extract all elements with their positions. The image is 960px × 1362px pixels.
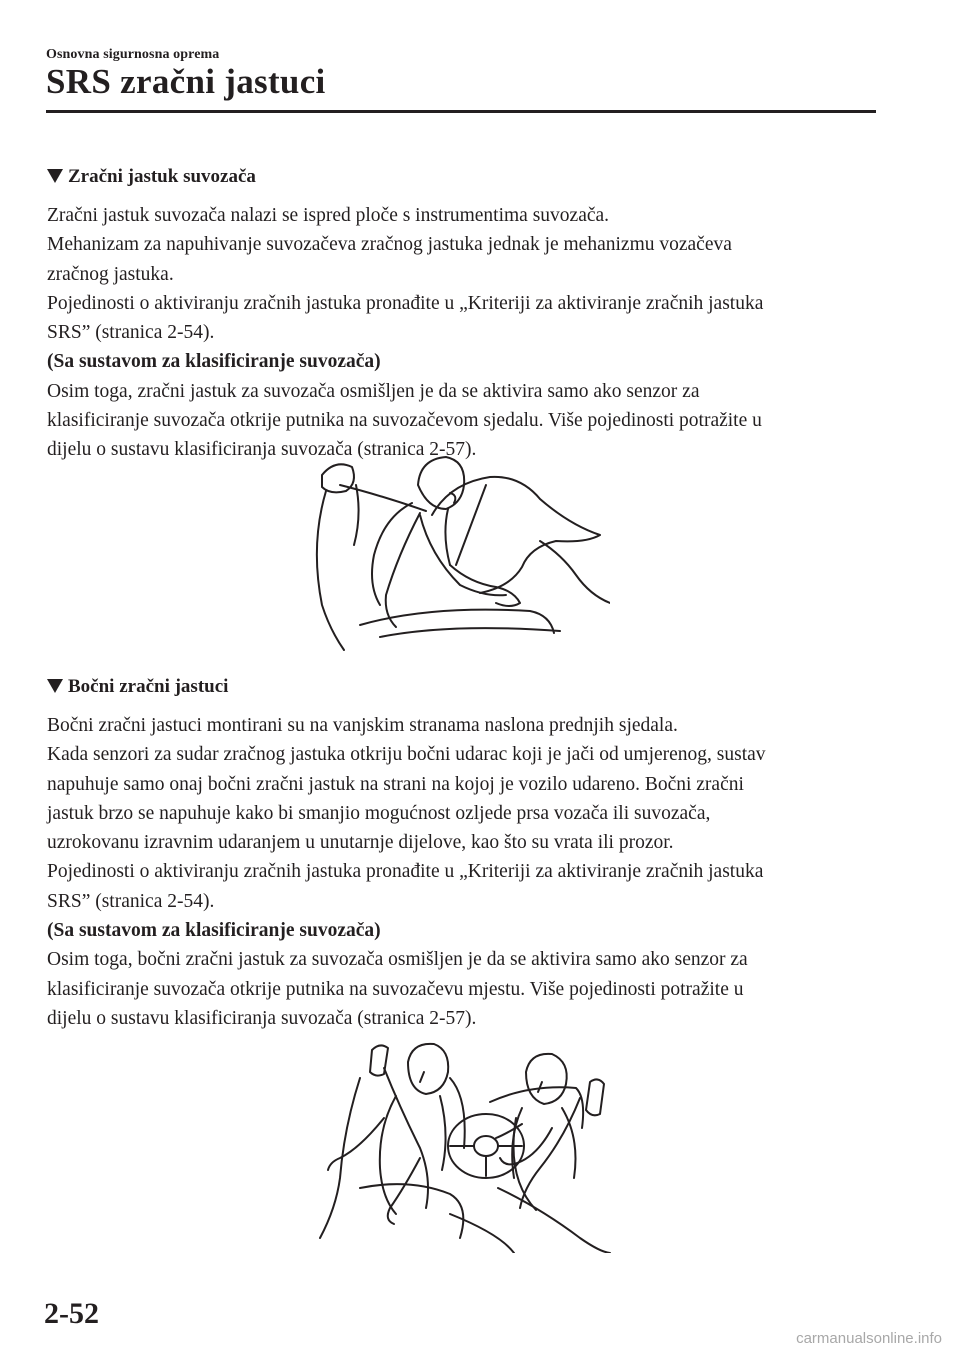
body-line: zračnog jastuka. <box>47 263 174 285</box>
body-line: napuhuje samo onaj bočni zračni jastuk na strani na kojoj je vozilo udareno. Bočni zračni <box>47 773 744 795</box>
triangle-bullet-icon <box>47 169 63 183</box>
body-line: Bočni zračni jastuci montirani su na vanjskim stranama naslona prednjih sjedala. <box>47 715 678 736</box>
watermark: carmanualsonline.info <box>796 1330 942 1347</box>
body-line: Mehanizam za napuhivanje suvozačeva zračnog jastuka jednak je mehanizmu vozačeva <box>47 234 732 256</box>
body-line: Osim toga, zračni jastuk za suvozača osmišljen je da se aktivira samo ako senzor za <box>47 380 700 402</box>
body-line: SRS” (stranica 2-54). <box>47 322 215 344</box>
body-line: uzrokovanu izravnim udaranjem u unutarnje dijelove, kao što su vrata ili prozor. <box>47 832 674 854</box>
body-line: Pojedinosti o aktiviranju zračnih jastuka pronađite u „Kriteriji za aktiviranje zračnih jastuka <box>47 861 764 883</box>
heading-passenger-airbag <box>47 166 256 188</box>
body-line: SRS” (stranica 2-54). <box>47 890 215 912</box>
body-line: Zračni jastuk suvozača nalazi se ispred ploče s instrumentima suvozača. <box>47 205 610 226</box>
body-line: jastuk brzo se napuhuje kako bi smanjio mogućnost ozljede prsa vozača ili suvozača, <box>47 802 711 824</box>
body-line: dijelu o sustavu klasificiranja suvozača (stranica 2-57). <box>47 439 477 461</box>
body-line: klasificiranje suvozača otkrije putnika na suvozačevu mjestu. Više pojedinosti potražite u <box>47 978 744 1000</box>
side-airbags-illustration <box>300 1038 630 1253</box>
section-label: Osnovna sigurnosna oprema <box>46 47 220 62</box>
triangle-bullet-icon <box>47 679 63 693</box>
page-title: SRS zračni jastuci <box>46 62 326 101</box>
title-divider <box>46 110 876 113</box>
passenger-airbag-body <box>47 201 887 465</box>
body-line: dijelu o sustavu klasificiranja suvozača (stranica 2-57). <box>47 1007 477 1029</box>
passenger-airbag-illustration <box>300 455 610 655</box>
body-line-bold: (Sa sustavom za klasificiranje suvozača) <box>47 920 381 942</box>
body-line: Pojedinosti o aktiviranju zračnih jastuka pronađite u „Kriteriji za aktiviranje zračnih jastuka <box>47 292 764 314</box>
side-airbags-body <box>47 711 887 1033</box>
heading-text: Zračni jastuk suvozača <box>68 166 256 187</box>
page-number: 2-52 <box>44 1297 99 1330</box>
body-line: Osim toga, bočni zračni jastuk za suvozača osmišljen je da se aktivira samo ako senzor za <box>47 949 748 971</box>
body-line-bold: (Sa sustavom za klasificiranje suvozača) <box>47 351 381 373</box>
heading-text: Bočni zračni jastuci <box>68 676 229 697</box>
body-line: klasificiranje suvozača otkrije putnika na suvozačevom sjedalu. Više pojedinosti potražite u <box>47 410 762 432</box>
heading-side-airbags <box>47 676 228 698</box>
body-line: Kada senzori za sudar zračnog jastuka otkriju bočni udarac koji je jači od umjerenog, sustav <box>47 744 766 766</box>
